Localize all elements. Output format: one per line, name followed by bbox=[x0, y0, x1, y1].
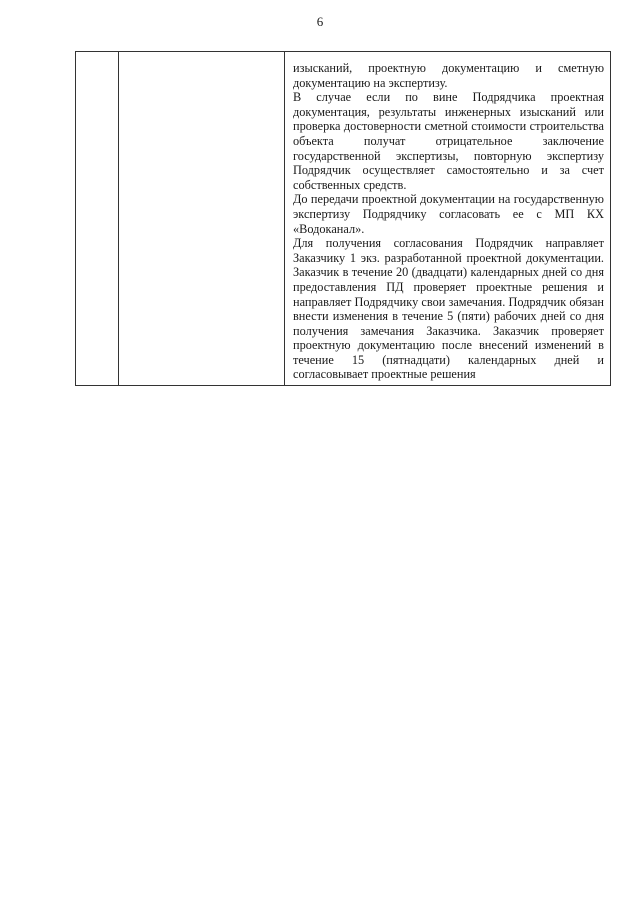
table-cell-requirements bbox=[285, 52, 611, 386]
paragraph-approval-requirement: До передачи проектной документации на государственную экспертизу Подрядчику согласовать ее с МП КХ «Водоканал». bbox=[293, 192, 604, 236]
table-cell-parameter bbox=[119, 52, 285, 386]
table-row bbox=[76, 52, 611, 386]
page-number: 6 bbox=[316, 14, 324, 29]
requirements-text bbox=[285, 52, 610, 385]
paragraph-negative-conclusion: В случае если по вине Подрядчика проектная документация, результаты инженерных изысканий или проверка достоверности сметной стоимости строительства объекта получат отрицательное заключение государственной экспертизы, повторную экспертизу Подрядчик осуществляет самостоятельно и за счет собственных средств. bbox=[293, 90, 604, 192]
table-cell-number bbox=[76, 52, 119, 386]
paragraph-approval-procedure: Для получения согласования Подрядчик направляет Заказчику 1 экз. разработанной проектной документации. Заказчик в течение 20 (двадцати) календарных дней со дня предоставления ПД проверяет проектные решения и направляет Подрядчику свои замечания. Подрядчик обязан внести изменения в течение 5 (пяти) рабочих дней со дня получения замечания Заказчика. Заказчик проверяет проектную документацию после внесений изменений в течение 15 (пятнадцати) календарных дней и согласовывает проектные решения bbox=[293, 236, 604, 382]
paragraph-continuation: изысканий, проектную документацию и сметную документацию на экспертизу. bbox=[293, 61, 604, 90]
requirements-table bbox=[75, 51, 611, 386]
